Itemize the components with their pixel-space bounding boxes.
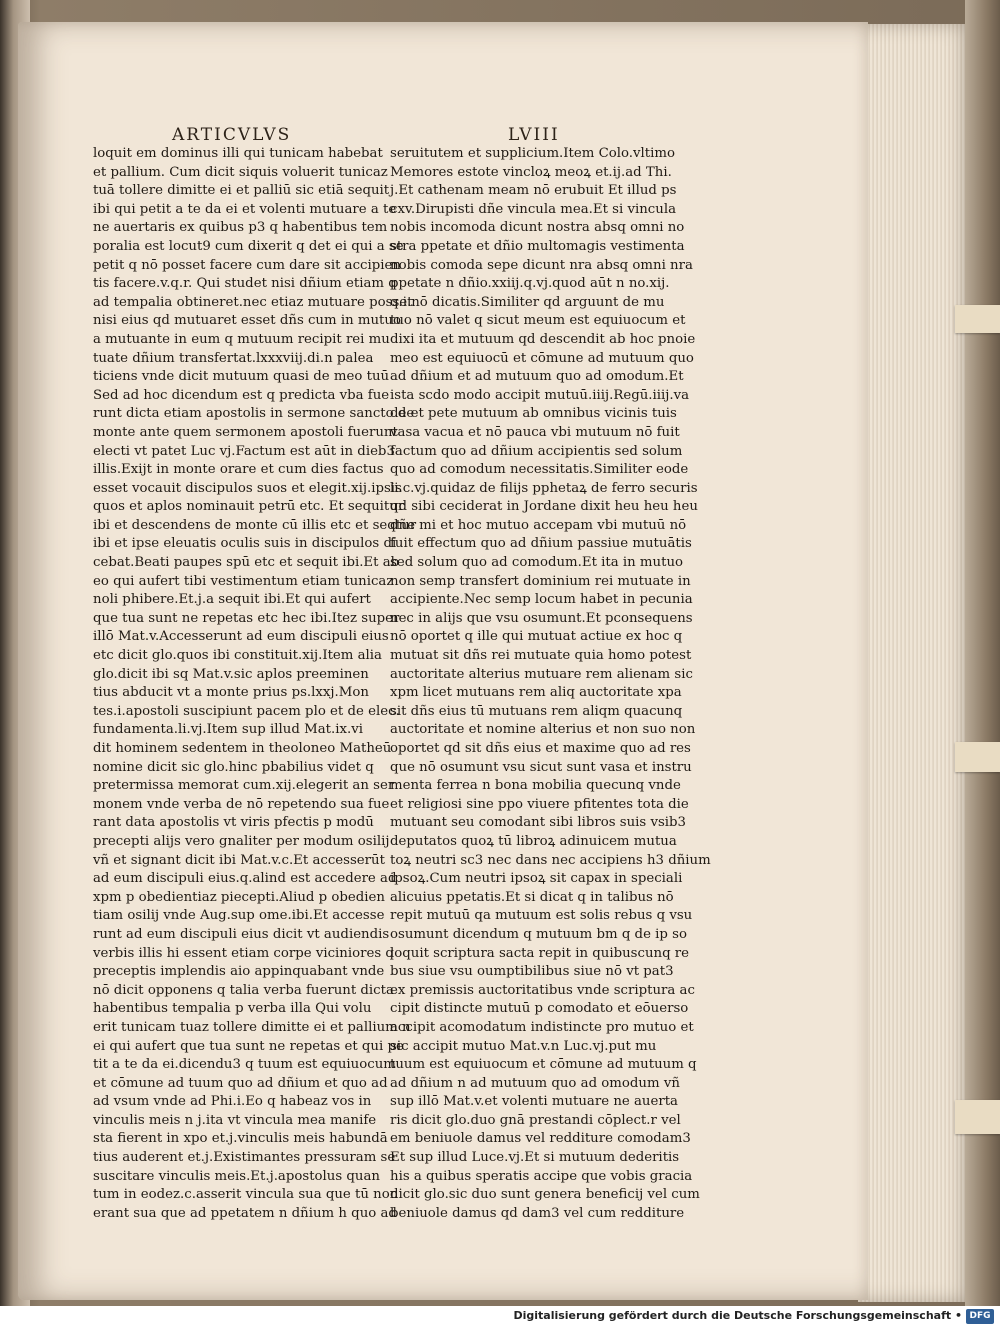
text-line: fuit effectum quo ad dñium passiue mutuātis bbox=[390, 536, 692, 552]
text-line: stra ppetate et dñio multomagis vestimenta bbox=[390, 238, 685, 254]
text-line: tuo nō valet q sicut meum est equiuocum et bbox=[390, 313, 686, 329]
running-header-left: ARTICVLVS bbox=[172, 125, 292, 145]
text-line: nec in alijs que vsu osumunt.Et pconsequens bbox=[390, 610, 693, 626]
dfg-logo-icon: DFG bbox=[966, 1309, 994, 1324]
text-line: dicit glo.sic duo sunt genera beneficij vel cum bbox=[390, 1187, 700, 1203]
text-line: cebat.Beati paupes spū etc et sequit ibi.Et ab bbox=[93, 555, 400, 571]
text-line: quos et aplos nominauit petrū etc. Et sequitur bbox=[93, 499, 405, 515]
text-line: ipsoꝝ.Cum neutri ipsoꝝ sit capax in speciali bbox=[390, 871, 683, 887]
text-line: ibi et descendens de monte cū illis etc et seqtur bbox=[93, 517, 417, 533]
text-line: que tua sunt ne repetas etc hec ibi.Itez super bbox=[93, 610, 400, 626]
text-line: illō Mat.v.Accesserunt ad eum discipuli eius bbox=[93, 629, 389, 645]
text-line: deputatos quoꝝ tū libroꝝ adinuicem mutua bbox=[390, 833, 677, 849]
text-line: de et pete mutuum ab omnibus vicinis tuis bbox=[390, 406, 677, 422]
text-line: nō oportet q ille qui mutuat actiue ex hoc q bbox=[390, 629, 683, 645]
text-line: menta ferrea n bona mobilia quecunq vnde bbox=[390, 778, 681, 794]
text-line: tis facere.v.q.r. Qui studet nisi dñium etiam q bbox=[93, 276, 397, 292]
text-line: ibi et ipse eleuatis oculis suis in discipulos di bbox=[93, 536, 397, 552]
text-line: sup illō Mat.v.et volenti mutuare ne auerta bbox=[390, 1094, 678, 1110]
text-line: xpm licet mutuans rem aliq auctoritate xpa bbox=[390, 685, 682, 701]
text-line: Et sup illud Luce.vj.Et si mutuum dederitis bbox=[390, 1150, 680, 1166]
text-line: ad tempalia obtineret.nec etiaz mutuare posset bbox=[93, 294, 413, 310]
text-line: nō dicit opponens q talia verba fuerunt dicta bbox=[93, 982, 394, 998]
text-line: bus siue vsu oumptibilibus siue nō vt pat3 bbox=[390, 964, 674, 980]
text-line: ad vsum vnde ad Phi.i.Eo q habeaz vos in bbox=[93, 1094, 372, 1110]
running-header-right: LVIII bbox=[508, 125, 560, 145]
text-line: dixi ita et mutuum qd descendit ab hoc pnoie bbox=[390, 331, 696, 347]
text-line: vñ et signant dicit ibi Mat.v.c.Et accesserūt bbox=[93, 852, 385, 868]
text-line: tum in eodez.c.asserit vincula sua que tū non bbox=[93, 1187, 399, 1203]
text-line: cipit distincte mutuū p comodato et eōuerso bbox=[390, 1001, 689, 1017]
footer-bar bbox=[0, 1306, 1000, 1327]
page-marker-tab bbox=[955, 742, 1000, 772]
text-line: em beniuole damus vel redditure comodam3 bbox=[390, 1131, 691, 1147]
text-line: li.c.vj.quidaz de filijs pphetaꝝ de ferro securis bbox=[390, 480, 698, 496]
text-line: ad eum discipuli eius.q.alind est accedere ad bbox=[93, 871, 397, 887]
text-line: glo.dicit ibi sq Mat.v.sic aplos preeminen bbox=[93, 666, 369, 682]
text-line: toꝝ neutri sc3 nec dans nec accipiens h3 dñium bbox=[390, 852, 711, 868]
page-marker-tab bbox=[955, 1100, 1000, 1134]
text-line: vasa vacua et nō pauca vbi mutuum nō fuit bbox=[390, 424, 680, 440]
text-line: auctoritate alterius mutuare rem alienam sic bbox=[390, 666, 693, 682]
text-line: tius abducit vt a monte prius ps.lxxj.Mon bbox=[93, 685, 369, 701]
footer-credit: Digitalisierung gefördert durch die Deutsche Forschungsgemeinschaft • bbox=[513, 1309, 962, 1322]
text-line: his a quibus speratis accipe que vobis gracia bbox=[390, 1168, 693, 1184]
text-line: poralia est locut9 cum dixerit q det ei qui a se bbox=[93, 238, 404, 254]
text-line: j.Et cathenam meam nō erubuit Et illud ps bbox=[390, 183, 677, 199]
text-line: seruitutem et supplicium.Item Colo.vltimo bbox=[390, 146, 675, 161]
text-line: monem vnde verba de nō repetendo sua fue bbox=[93, 796, 390, 812]
text-line: ppetate n dñio.xxiij.q.vj.quod aūt n no.xij. bbox=[390, 276, 670, 292]
text-line: repit mutuū qa mutuum est solis rebus q vsu bbox=[390, 908, 693, 924]
text-line: alicuius ppetatis.Et si dicat q in talibus nō bbox=[390, 889, 674, 905]
text-line: erant sua que ad ppetatem n dñium h quo ad bbox=[93, 1205, 397, 1221]
text-line: et pallium. Cum dicit siquis voluerit tunicaz bbox=[93, 164, 388, 180]
text-column-right bbox=[390, 145, 711, 1223]
text-line: sed solum quo ad comodum.Et ita in mutuo bbox=[390, 555, 684, 571]
text-line: tuum est equiuocum et cōmune ad mutuum q bbox=[390, 1057, 697, 1073]
text-line: sit dñs eius tū mutuans rem aliqm quacunq bbox=[390, 703, 683, 719]
text-line: ei qui aufert que tua sunt ne repetas et qui pe bbox=[93, 1038, 404, 1054]
text-line: ista scdo modo accipit mutuū.iiij.Regū.iiij.va bbox=[390, 387, 690, 403]
text-line: monte ante quem sermonem apostoli fuerunt bbox=[93, 424, 398, 440]
text-line: ad dñium et ad mutuum quo ad omodum.Et bbox=[390, 369, 684, 385]
text-line: que nō osumunt vsu sicut sunt vasa et instru bbox=[390, 759, 692, 775]
text-line: habentibus tempalia p verba illa Qui volu bbox=[93, 1001, 372, 1017]
text-line: noli phibere.Et.j.a sequit ibi.Et qui aufert bbox=[93, 592, 371, 608]
text-line: beniuole damus qd dam3 vel cum redditure bbox=[390, 1205, 685, 1221]
text-line: mutuat sit dñs rei mutuate quia homo potest bbox=[390, 648, 692, 664]
text-line: tuā tollere dimitte ei et palliū sic etiā sequit bbox=[93, 183, 390, 199]
text-line: runt dicta etiam apostolis in sermone sancto de bbox=[93, 406, 415, 422]
page-marker-tab bbox=[955, 305, 1000, 333]
text-line: ne auertaris ex quibus p3 q habentibus tem bbox=[93, 220, 388, 236]
text-line: loquit scriptura sacta repit in quibuscunq re bbox=[390, 945, 690, 961]
text-line: ris dicit glo.duo gnā prestandi cōplect.r vel bbox=[390, 1112, 681, 1128]
text-column-left bbox=[93, 145, 417, 1223]
text-line: cxv.Dirupisti dñe vincula mea.Et si vincula bbox=[390, 201, 676, 217]
text-line: mutuant seu comodant sibi libros suis vsib3 bbox=[390, 815, 687, 831]
text-line: Sed ad hoc dicendum est q predicta vba fue bbox=[93, 387, 390, 403]
text-line: eo qui aufert tibi vestimentum etiam tunicaz bbox=[93, 573, 394, 589]
text-line: tiam osilij vnde Aug.sup ome.ibi.Et accesse bbox=[93, 908, 385, 924]
text-line: sic accipit mutuo Mat.v.n Luc.vj.put mu bbox=[390, 1038, 657, 1054]
text-line: runt ad eum discipuli eius dicit vt audiendis bbox=[93, 926, 390, 942]
text-line: meo est equiuocū et cōmune ad mutuum quo bbox=[390, 350, 694, 366]
text-line: oportet qd sit dñs eius et maxime quo ad res bbox=[390, 741, 691, 756]
text-line: factum quo ad dñium accipientis sed solum bbox=[390, 443, 683, 459]
text-line: qd sibi ceciderat in Jordane dixit heu heu heu bbox=[390, 499, 698, 515]
text-line: petit q nō posset facere cum dare sit accipien bbox=[93, 257, 401, 273]
text-line: quo ad comodum necessitatis.Similiter eode bbox=[390, 462, 689, 478]
text-line: accipiente.Nec semp locum habet in pecunia bbox=[390, 592, 693, 608]
text-line: vinculis meis n j.ita vt vincula mea manife bbox=[93, 1112, 377, 1128]
text-line: tit a te da ei.dicendu3 q tuum est equiuocum bbox=[93, 1057, 396, 1073]
text-line: osumunt dicendum q mutuum bm q de ip so bbox=[390, 926, 687, 942]
text-line: ibi qui petit a te da ei et volenti mutuare a te bbox=[93, 201, 397, 217]
text-line: q.i.nō dicatis.Similiter qd arguunt de mu bbox=[390, 294, 665, 310]
text-line: et cōmune ad tuum quo ad dñium et quo ad bbox=[93, 1075, 388, 1091]
text-line: tes.i.apostoli suscipiunt pacem plo et de elec. bbox=[93, 703, 400, 719]
text-line: etc dicit glo.quos ibi constituit.xij.Item alia bbox=[93, 648, 382, 664]
text-line: pretermissa memorat cum.xij.elegerit an ser bbox=[93, 778, 395, 794]
text-line: a mutuante in eum q mutuum recipit rei mu bbox=[93, 331, 390, 347]
text-line: nobis comoda sepe dicunt nra absq omni nra bbox=[390, 257, 693, 273]
text-line: esset vocauit discipulos suos et elegit.xij.ipsis bbox=[93, 480, 402, 496]
text-line: auctoritate et nomine alterius et non suo non bbox=[390, 722, 696, 738]
text-line: suscitare vinculis meis.Et.j.apostolus quan bbox=[93, 1168, 380, 1184]
text-line: Memores estote vincloꝝ meoꝝ et.ij.ad Thi. bbox=[390, 164, 672, 180]
text-line: ticiens vnde dicit mutuum quasi de meo tuū bbox=[93, 369, 390, 385]
text-line: tuate dñium transfertat.lxxxviij.di.n palea bbox=[93, 350, 374, 366]
text-line: nisi eius qd mutuaret esset dñs cum in mutuo bbox=[93, 313, 401, 329]
text-line: et religiosi sine ppo viuere pfitentes tota die bbox=[390, 796, 689, 812]
text-line: fundamenta.li.vj.Item sup illud Mat.ix.vi bbox=[93, 722, 363, 738]
text-line: non semp transfert dominium rei mutuate in bbox=[390, 573, 691, 589]
text-line: xpm p obedientiaz piecepti.Aliud p obedien bbox=[93, 889, 385, 905]
text-line: sta fierent in xpo et.j.vinculis meis habundā bbox=[93, 1131, 388, 1147]
text-line: erit tunicam tuaz tollere dimitte ei et pallium n bbox=[93, 1019, 411, 1035]
text-line: illis.Exijt in monte orare et cum dies factus bbox=[93, 462, 384, 478]
text-line: preceptis implendis aio appinquabant vnde bbox=[93, 964, 385, 980]
text-line: nomine dicit sic glo.hinc pbabilius videt q bbox=[93, 759, 374, 775]
text-line: ex premissis auctoritatibus vnde scriptura ac bbox=[390, 982, 695, 998]
text-line: nobis incomoda dicunt nostra absq omni no bbox=[390, 220, 685, 236]
text-line: dit hominem sedentem in theoloneo Matheū bbox=[93, 741, 392, 756]
text-line: electi vt patet Luc vj.Factum est aūt in dieb3 bbox=[93, 443, 395, 459]
text-line: accipit acomodatum indistincte pro mutuo et bbox=[390, 1019, 694, 1035]
text-line: dñe mi et hoc mutuo accepam vbi mutuū nō bbox=[390, 517, 687, 533]
text-line: ad dñium n ad mutuum quo ad omodum vñ bbox=[390, 1075, 680, 1091]
text-line: rant data apostolis vt viris pfectis p modū bbox=[93, 815, 374, 831]
text-line: loquit em dominus illi qui tunicam habebat bbox=[93, 146, 383, 161]
text-line: precepti alijs vero gnaliter per modum osilij bbox=[93, 833, 390, 849]
text-line: verbis illis hi essent etiam corpe viciniores q bbox=[93, 945, 394, 961]
text-line: tius auderent et.j.Existimantes pressuram se bbox=[93, 1150, 396, 1166]
